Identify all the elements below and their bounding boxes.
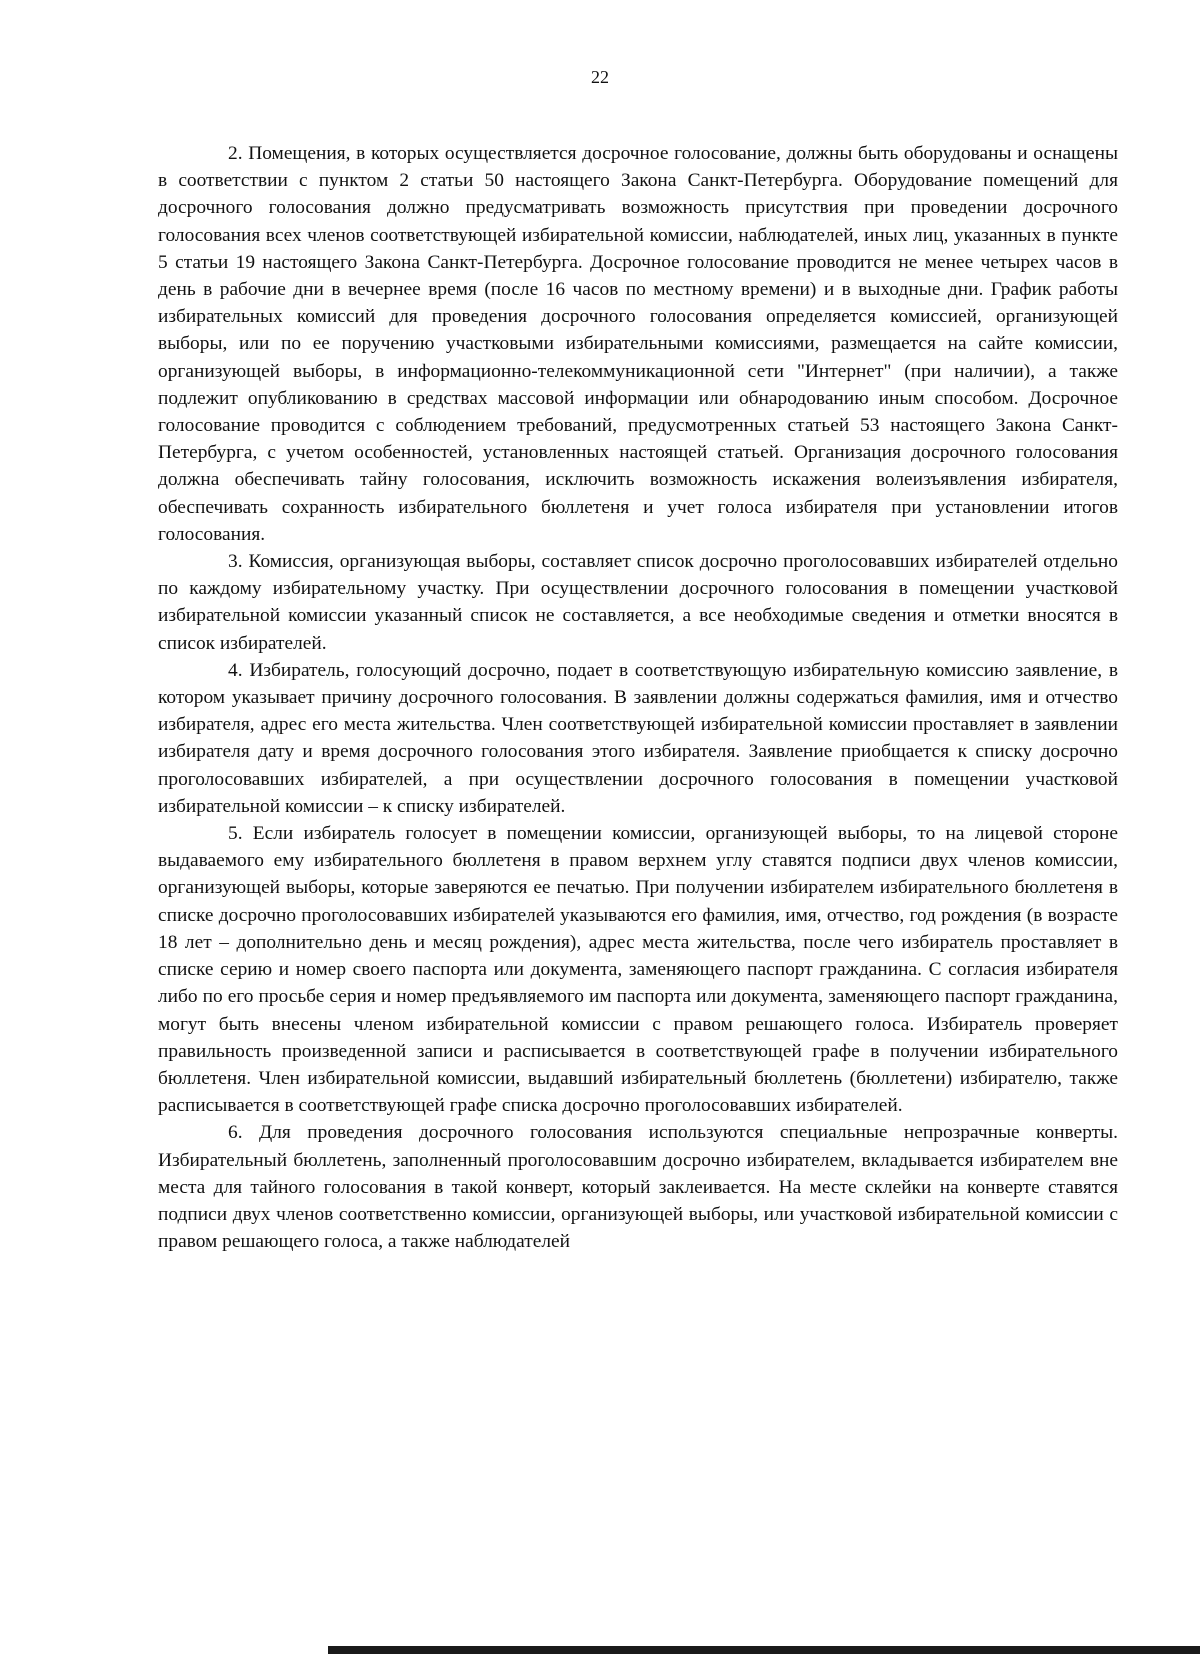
- scan-bottom-edge: [328, 1646, 1200, 1654]
- paragraph-2: 2. Помещения, в которых осуществляется досрочное голосование, должны быть оборудованы и оснащены в соответствии с пунктом 2 статьи 50 настоящего Закона Санкт-Петербурга. Оборудование помещений для досрочного голосования должно предусматривать возможность присутствия при проведении досрочного голосования всех членов соответствующей избирательной комиссии, наблюдателей, иных лиц, указанных в пункте 5 статьи 19 настоящего Закона Санкт-Петербурга. Досрочное голосование проводится не менее четырех часов в день в рабочие дни в вечернее время (после 16 часов по местному времени) и в выходные дни. График работы избирательных комиссий для проведения досрочного голосования определяется комиссией, организующей выборы, или по ее поручению участковыми избирательными комиссиями, размещается на сайте комиссии, организующей выборы, в информационно-телекоммуникационной сети "Интернет" (при наличии), а также подлежит опубликованию в средствах массовой информации или обнародованию иным способом. Досрочное голосование проводится с соблюдением требований, предусмотренных статьей 53 настоящего Закона Санкт-Петербурга, с учетом особенностей, установленных настоящей статьей. Организация досрочного голосования должна обеспечивать тайну голосования, исключить возможность искажения волеизъявления избирателя, обеспечивать сохранность избирательного бюллетеня и учет голоса избирателя при установлении итогов голосования.: [158, 143, 1118, 545]
- paragraph-3: 3. Комиссия, организующая выборы, составляет список досрочно проголосовавших избирателей отдельно по каждому избирательному участку. При осуществлении досрочного голосования в помещении участковой избирательной комиссии указанный список не составляется, а все необходимые сведения и отметки вносятся в список избирателей.: [158, 551, 1118, 654]
- paragraph-5: 5. Если избиратель голосует в помещении комиссии, организующей выборы, то на лицевой стороне выдаваемого ему избирательного бюллетеня в правом верхнем углу ставятся подписи двух членов комиссии, организующей выборы, которые заверяются ее печатью. При получении избирателем избирательного бюллетеня в списке досрочно проголосовавших избирателей указываются его фамилия, имя, отчество, год рождения (в возрасте 18 лет – дополнительно день и месяц рождения), адрес места жительства, после чего избиратель проставляет в списке серию и номер своего паспорта или документа, заменяющего паспорт гражданина. С согласия избирателя либо по его просьбе серия и номер предъявляемого им паспорта или документа, заменяющего паспорт гражданина, могут быть внесены членом избирательной комиссии с правом решающего голоса. Избиратель проверяет правильность произведенной записи и расписывается в соответствующей графе в получении избирательного бюллетеня. Член избирательной комиссии, выдавший избирательный бюллетень (бюллетени) избирателю, также расписывается в соответствующей графе списка досрочно проголосовавших избирателей.: [158, 823, 1118, 1117]
- document-body: [158, 140, 1118, 1255]
- paragraph-4: 4. Избиратель, голосующий досрочно, подает в соответствующую избирательную комиссию заявление, в котором указывает причину досрочного голосования. В заявлении должны содержаться фамилия, имя и отчество избирателя, адрес его места жительства. Член соответствующей избирательной комиссии проставляет в заявлении избирателя дату и время досрочного голосования этого избирателя. Заявление приобщается к списку досрочно проголосовавших избирателей, а при осуществлении досрочного голосования в помещении участковой избирательной комиссии – к списку избирателей.: [158, 659, 1118, 817]
- page-number: 22: [591, 67, 609, 87]
- paragraph-6: 6. Для проведения досрочного голосования используются специальные непрозрачные конверты. Избирательный бюллетень, заполненный проголосовавшим досрочно избирателем, вкладывается избирателем вне места для тайного голосования в такой конверт, который заклеивается. На месте склейки на конверте ставятся подписи двух членов соответственно комиссии, организующей выборы, или участковой избирательной комиссии с правом решающего голоса, а также наблюдателей: [158, 1122, 1118, 1253]
